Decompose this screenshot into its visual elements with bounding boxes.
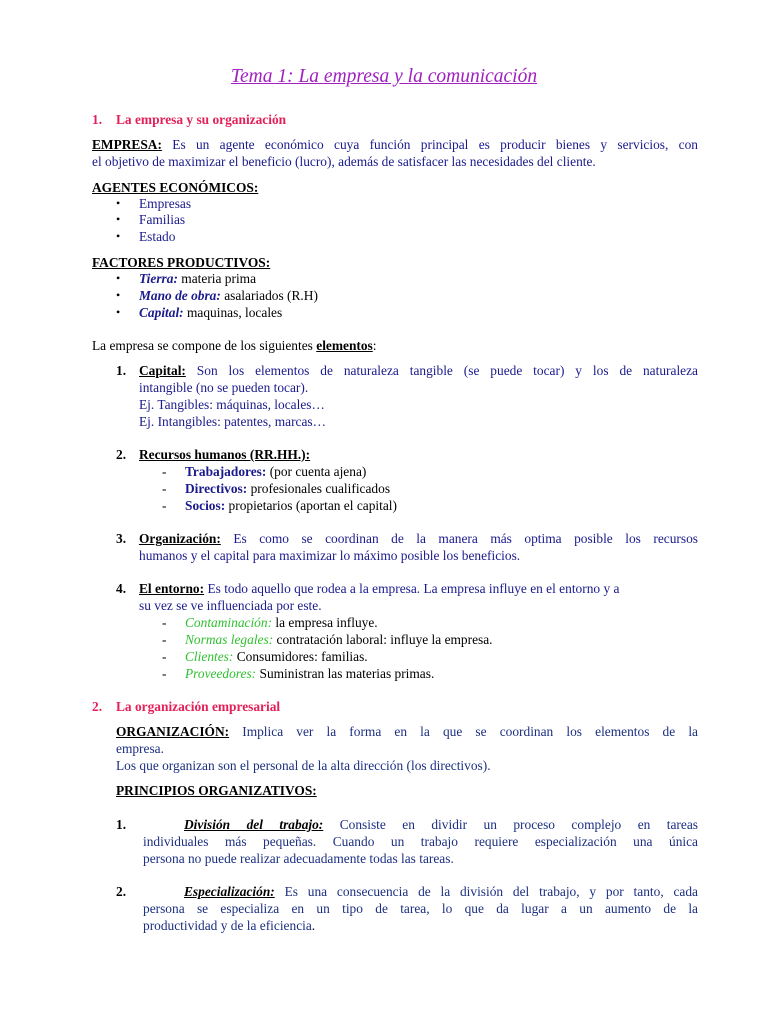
subitem-term: Contaminación: (185, 615, 273, 630)
list-item (185, 648, 368, 665)
intro-bold: elementos (316, 338, 373, 353)
factor-desc: maquinas, locales (187, 305, 283, 320)
subitem-term: Clientes: (185, 649, 234, 664)
elemento-1-number: 1. (116, 363, 127, 378)
organizacion-term: ORGANIZACIÓN: (116, 724, 230, 739)
subitem-term: Proveedores: (185, 666, 257, 681)
principio-1-line2: individuales más pequeñas. Cuando un trabajo requiere especialización una única (143, 834, 698, 849)
factor-desc: materia prima (181, 271, 257, 286)
dash-marker: - (162, 481, 167, 496)
elemento-4-line2: su vez se ve influenciada por este. (139, 598, 322, 613)
elemento-3-line1 (139, 530, 698, 547)
elemento-4-line1 (139, 580, 619, 597)
list-item (139, 304, 282, 321)
principio-1-line1 (184, 816, 698, 833)
subitem-term: Normas legales: (185, 632, 274, 647)
principio-2-line1 (184, 883, 698, 900)
list-item (185, 480, 390, 497)
intro-colon: : (372, 338, 377, 353)
bullet-icon: • (116, 229, 121, 243)
principio-text: Consiste en dividir un proceso complejo en tareas (339, 817, 698, 832)
principio-1-number: 1. (116, 817, 127, 832)
principio-2-line2: persona se especializa en un tipo de tarea, lo que da lugar a un aumento de la (143, 901, 698, 916)
agentes-heading: AGENTES ECONÓMICOS: (92, 180, 259, 195)
subitem-desc: contratación laboral: influye la empresa. (276, 632, 493, 647)
organizacion-line2: empresa. (116, 741, 164, 756)
elemento-text: Son los elementos de naturaleza tangible (se puede tocar) y los de naturaleza (196, 363, 698, 378)
section-2-heading: La organización empresarial (116, 699, 281, 714)
bullet-icon: • (116, 288, 121, 302)
section-2-number: 2. (92, 699, 103, 714)
factor-term: Capital: (139, 305, 184, 320)
dash-marker: - (162, 464, 167, 479)
subitem-term: Trabajadores: (185, 464, 267, 479)
subitem-desc: Consumidores: familias. (236, 649, 368, 664)
elemento-term: Capital: (139, 363, 186, 378)
organizacion-line3: Los que organizan son el personal de la alta dirección (los directivos). (116, 758, 491, 773)
elemento-text: Es todo aquello que rodea a la empresa. La empresa influye en el entorno y a (207, 581, 620, 596)
principios-heading: PRINCIPIOS ORGANIZATIVOS: (116, 783, 317, 798)
elemento-2-number: 2. (116, 447, 127, 462)
elemento-1-line2: intangible (no se pueden tocar). (139, 380, 309, 395)
empresa-text-line2: el objetivo de maximizar el beneficio (lucro), además de satisfacer las necesidades del cliente. (92, 154, 596, 169)
elemento-term: Organización: (139, 531, 221, 546)
elemento-term: El entorno: (139, 581, 205, 596)
empresa-paragraph-line1 (92, 136, 698, 153)
list-item (185, 631, 493, 648)
subitem-desc: (por cuenta ajena) (269, 464, 367, 479)
subitem-desc: la empresa influye. (275, 615, 378, 630)
principio-2-line3 (143, 917, 315, 934)
dash-marker: - (162, 649, 167, 664)
subitem-desc: propietarios (aportan el capital) (228, 498, 397, 513)
principio-1-line3: persona no puede realizar adecuadamente todas las tareas. (143, 851, 454, 866)
bullet-icon: • (116, 212, 121, 226)
empresa-text-line1: Es un agente económico cuya función principal es producir bienes y servicios, con (172, 137, 698, 152)
list-item: Estado (139, 229, 176, 244)
list-item (185, 463, 366, 480)
elementos-intro (92, 337, 377, 354)
dash-marker: - (162, 632, 167, 647)
list-item (185, 665, 434, 682)
organizacion-text: Implica ver la forma en la que se coordinan los elementos de la (242, 724, 698, 739)
intro-text: La empresa se compone de los siguientes (92, 338, 313, 353)
elemento-3-line2: humanos y el capital para maximizar lo máximo posible los beneficios. (139, 548, 521, 563)
elemento-2-term: Recursos humanos (RR.HH.): (139, 447, 311, 462)
elemento-text: Es como se coordinan de la manera más optima posible los recursos (233, 531, 698, 546)
dash-marker: - (162, 666, 167, 681)
list-item: Familias (139, 212, 186, 227)
list-item (185, 497, 397, 514)
elemento-3-number: 3. (116, 531, 127, 546)
principio-text: Es una consecuencia de la división del trabajo, y por tanto, cada (284, 884, 698, 899)
empresa-term: EMPRESA: (92, 137, 162, 152)
subitem-desc: profesionales cualificados (250, 481, 391, 496)
factor-term: Tierra: (139, 271, 178, 286)
list-item: Empresas (139, 196, 192, 211)
principio-term: Especialización: (184, 884, 275, 899)
elemento-4-number: 4. (116, 581, 127, 596)
elemento-1-line4: Ej. Intangibles: patentes, marcas… (139, 414, 327, 429)
principio-text: productividad y de la eficiencia (143, 918, 312, 933)
bullet-icon: • (116, 271, 121, 285)
elemento-1-line3: Ej. Tangibles: máquinas, locales… (139, 397, 325, 412)
principio-period: . (311, 918, 316, 933)
list-item (139, 270, 256, 287)
dash-marker: - (162, 615, 167, 630)
bullet-icon: • (116, 305, 121, 319)
organizacion-line1 (116, 723, 698, 740)
bullet-icon: • (116, 196, 121, 210)
section-1-heading: La empresa y su organización (116, 112, 287, 127)
principio-2-number: 2. (116, 884, 127, 899)
principio-term: División del trabajo: (184, 817, 324, 832)
factor-term: Mano de obra: (139, 288, 221, 303)
factores-heading: FACTORES PRODUCTIVOS: (92, 255, 271, 270)
dash-marker: - (162, 498, 167, 513)
list-item (185, 614, 378, 631)
elemento-1-line1 (139, 362, 698, 379)
subitem-term: Socios: (185, 498, 226, 513)
factor-desc: asalariados (R.H) (224, 288, 318, 303)
subitem-desc: Suministran las materias primas. (259, 666, 435, 681)
document-title: Tema 1: La empresa y la comunicación (230, 66, 538, 87)
section-1-number: 1. (92, 112, 103, 127)
list-item (139, 287, 318, 304)
subitem-term: Directivos: (185, 481, 248, 496)
